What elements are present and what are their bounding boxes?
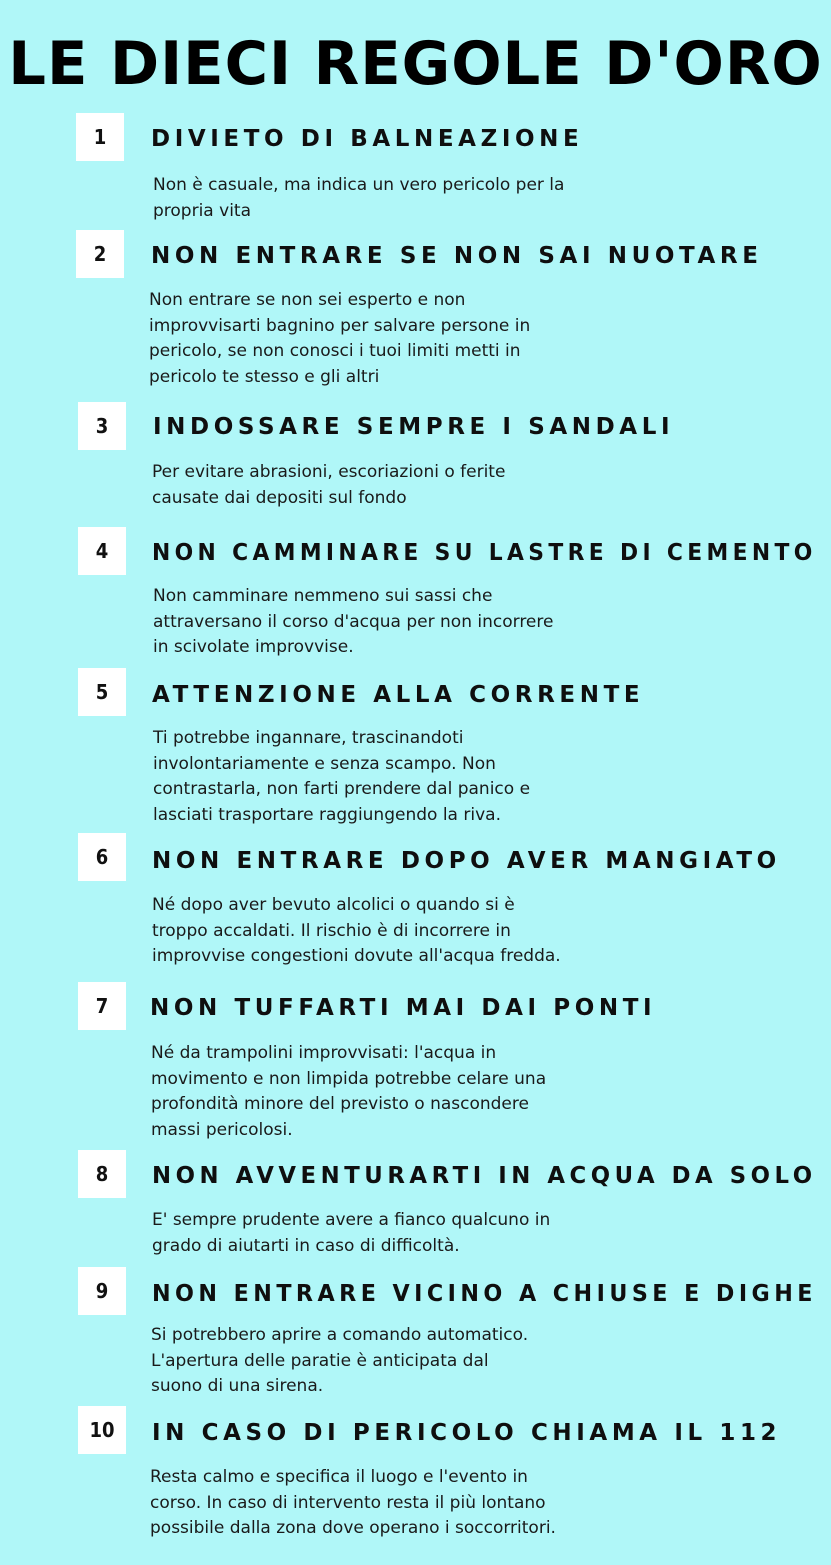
rule-heading: NON TUFFARTI MAI DAI PONTI — [150, 995, 657, 1021]
rule-description: Non è casuale, ma indica un vero pericolo per la propria vita — [153, 175, 565, 221]
rule-number-box: 7 — [78, 982, 126, 1030]
rule-description: Si potrebbero aprire a comando automatico. L'apertura delle paratie è anticipata dal suono di una sirena. — [151, 1325, 529, 1396]
rule-heading: NON CAMMINARE SU LASTRE DI CEMENTO — [152, 540, 817, 566]
rule-heading: NON AVVENTURARTI IN ACQUA DA SOLO — [152, 1163, 817, 1189]
rule-description: Resta calmo e specifica il luogo e l'evento in corso. In caso di intervento resta il più lontano possibile dalla zona dove operano i soccorritori. — [150, 1467, 556, 1538]
rule-description: Non entrare se non sei esperto e non improvvisarti bagnino per salvare persone in pericolo, se non conosci i tuoi limiti metti in pericolo te stesso e gli altri — [149, 290, 531, 387]
page-title: LE DIECI REGOLE D'ORO — [8, 29, 823, 99]
rule-heading: INDOSSARE SEMPRE I SANDALI — [153, 414, 675, 440]
rule-number-box: 2 — [76, 230, 124, 278]
rule-heading: DIVIETO DI BALNEAZIONE — [151, 126, 584, 152]
rule-heading: ATTENZIONE ALLA CORRENTE — [152, 682, 645, 708]
rule-number-box: 10 — [78, 1406, 126, 1454]
rule-number-box: 5 — [78, 668, 126, 716]
rule-description: Né dopo aver bevuto alcolici o quando si è troppo accaldati. Il rischio è di incorrere in improvvise congestioni dovute all'acqua fredda. — [152, 895, 561, 966]
rule-description: Ti potrebbe ingannare, trascinandoti involontariamente e senza scampo. Non contrastarla, non farti prendere dal panico e lasciati trasportare raggiungendo la riva. — [153, 728, 531, 825]
rule-heading: NON ENTRARE DOPO AVER MANGIATO — [152, 848, 781, 874]
rule-description: Né da trampolini improvvisati: l'acqua in movimento e non limpida potrebbe celare una profondità minore del previsto o nascondere massi pericolosi. — [151, 1043, 547, 1140]
rule-number-box: 4 — [78, 527, 126, 575]
rule-heading: NON ENTRARE VICINO A CHIUSE E DIGHE — [152, 1281, 817, 1307]
rule-description: E' sempre prudente avere a fianco qualcuno in grado di aiutarti in caso di difficoltà. — [152, 1210, 551, 1256]
rule-number-box: 3 — [78, 402, 126, 450]
rule-number-box: 9 — [78, 1267, 126, 1315]
rule-number-box: 8 — [78, 1150, 126, 1198]
rule-number-box: 6 — [78, 833, 126, 881]
rule-heading: IN CASO DI PERICOLO CHIAMA IL 112 — [152, 1420, 782, 1446]
rule-number-box: 1 — [76, 113, 124, 161]
rule-heading: NON ENTRARE SE NON SAI NUOTARE — [151, 243, 763, 269]
rule-description: Non camminare nemmeno sui sassi che attraversano il corso d'acqua per non incorrere in scivolate improvvise. — [153, 586, 554, 657]
rule-description: Per evitare abrasioni, escoriazioni o ferite causate dai depositi sul fondo — [152, 462, 506, 508]
